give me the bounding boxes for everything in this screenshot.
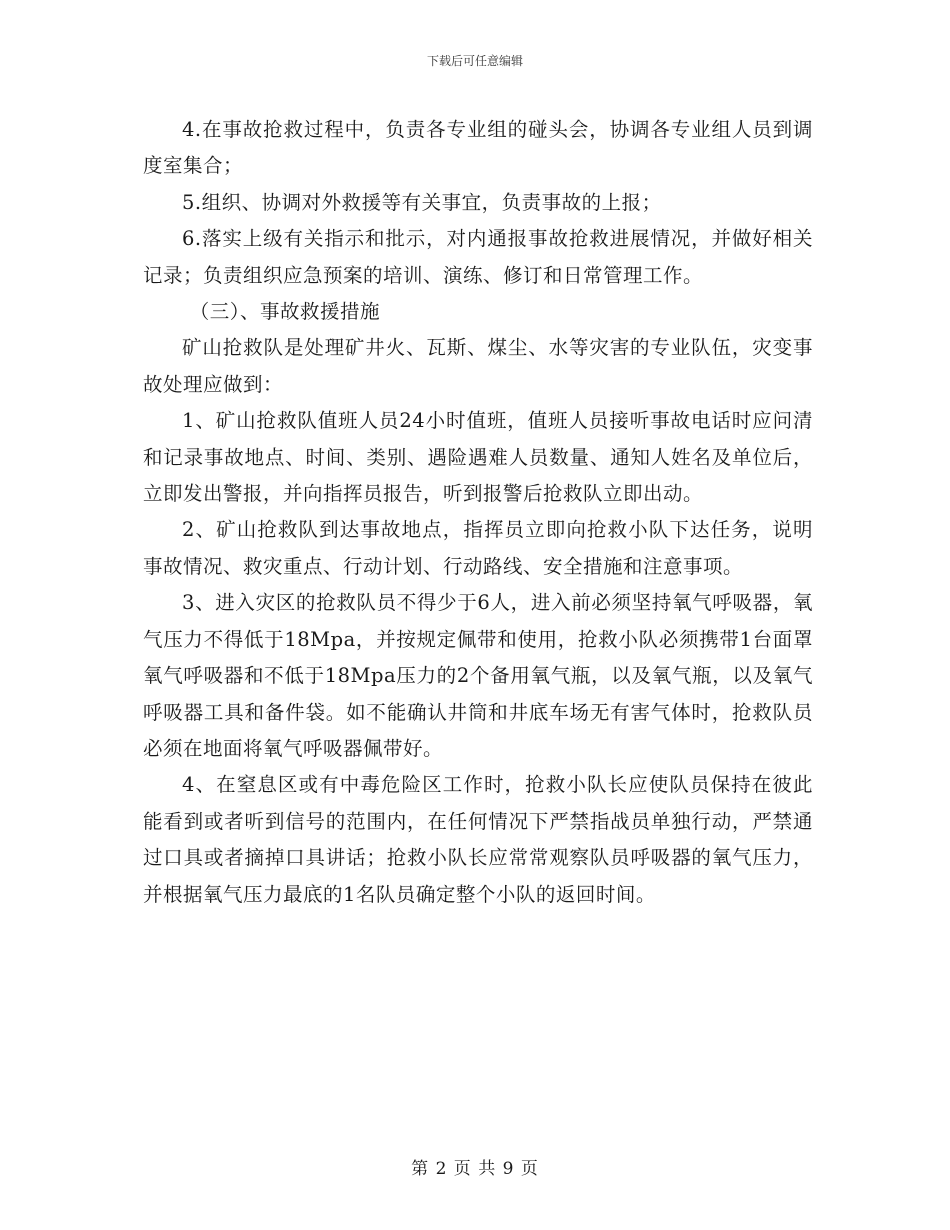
paragraph-measure-2: 2、矿山抢救队到达事故地点，指挥员立即向抢救小队下达任务，说明事故情况、救灾重点、行动计划、行动路线、安全措施和注意事项。 — [143, 518, 813, 578]
paragraph-item-4: 4.在事故抢救过程中，负责各专业组的碰头会，协调各专业组人员到调度室集合； — [143, 118, 813, 178]
section-heading: （三）、事故救援措施 — [189, 300, 381, 324]
paragraph-measure-1: 1、矿山抢救队值班人员24小时值班，值班人员接听事故电话时应问清和记录事故地点、时间、类别、遇险遇难人员数量、通知人姓名及单位后，立即发出警报，并向指挥员报告，听到报警后抢救队立即出动。 — [143, 409, 813, 506]
paragraph-measure-4: 4、在窒息区或有中毒危险区工作时，抢救小队长应使队员保持在彼此能看到或者听到信号的范围内，在任何情况下严禁指战员单独行动，严禁通过口具或者摘掉口具讲话；抢救小队长应常常观察队员呼吸器的氧气压力，并根据氧气压力最底的1名队员确定整个小队的返回时间。 — [143, 773, 813, 906]
paragraph-measure-3: 3、进入灾区的抢救队员不得少于6人，进入前必须坚持氧气呼吸器，氧气压力不得低于18Mpa，并按规定佩带和使用，抢救小队必须携带1台面罩氧气呼吸器和不低于18Mpa压力的2个备用氧气瓶，以及氧气瓶，以及氧气呼吸器工具和备件袋。如不能确认井筒和井底车场无有害气体时，抢救队员必须在地面将氧气呼吸器佩带好。 — [143, 591, 813, 760]
document-body — [143, 112, 813, 913]
page-number: 第 2 页 共 9 页 — [411, 1159, 539, 1179]
paragraph-item-5: 5.组织、协调对外救援等有关事宜，负责事故的上报； — [182, 190, 662, 214]
paragraph-item-6: 6.落实上级有关指示和批示，对内通报事故抢救进展情况，并做好相关记录；负责组织应急预案的培训、演练、修订和日常管理工作。 — [143, 227, 813, 287]
page-header: 下载后可任意编辑 — [426, 54, 523, 68]
paragraph-intro: 矿山抢救队是处理矿井火、瓦斯、煤尘、水等灾害的专业队伍，灾变事故处理应做到： — [143, 336, 813, 396]
